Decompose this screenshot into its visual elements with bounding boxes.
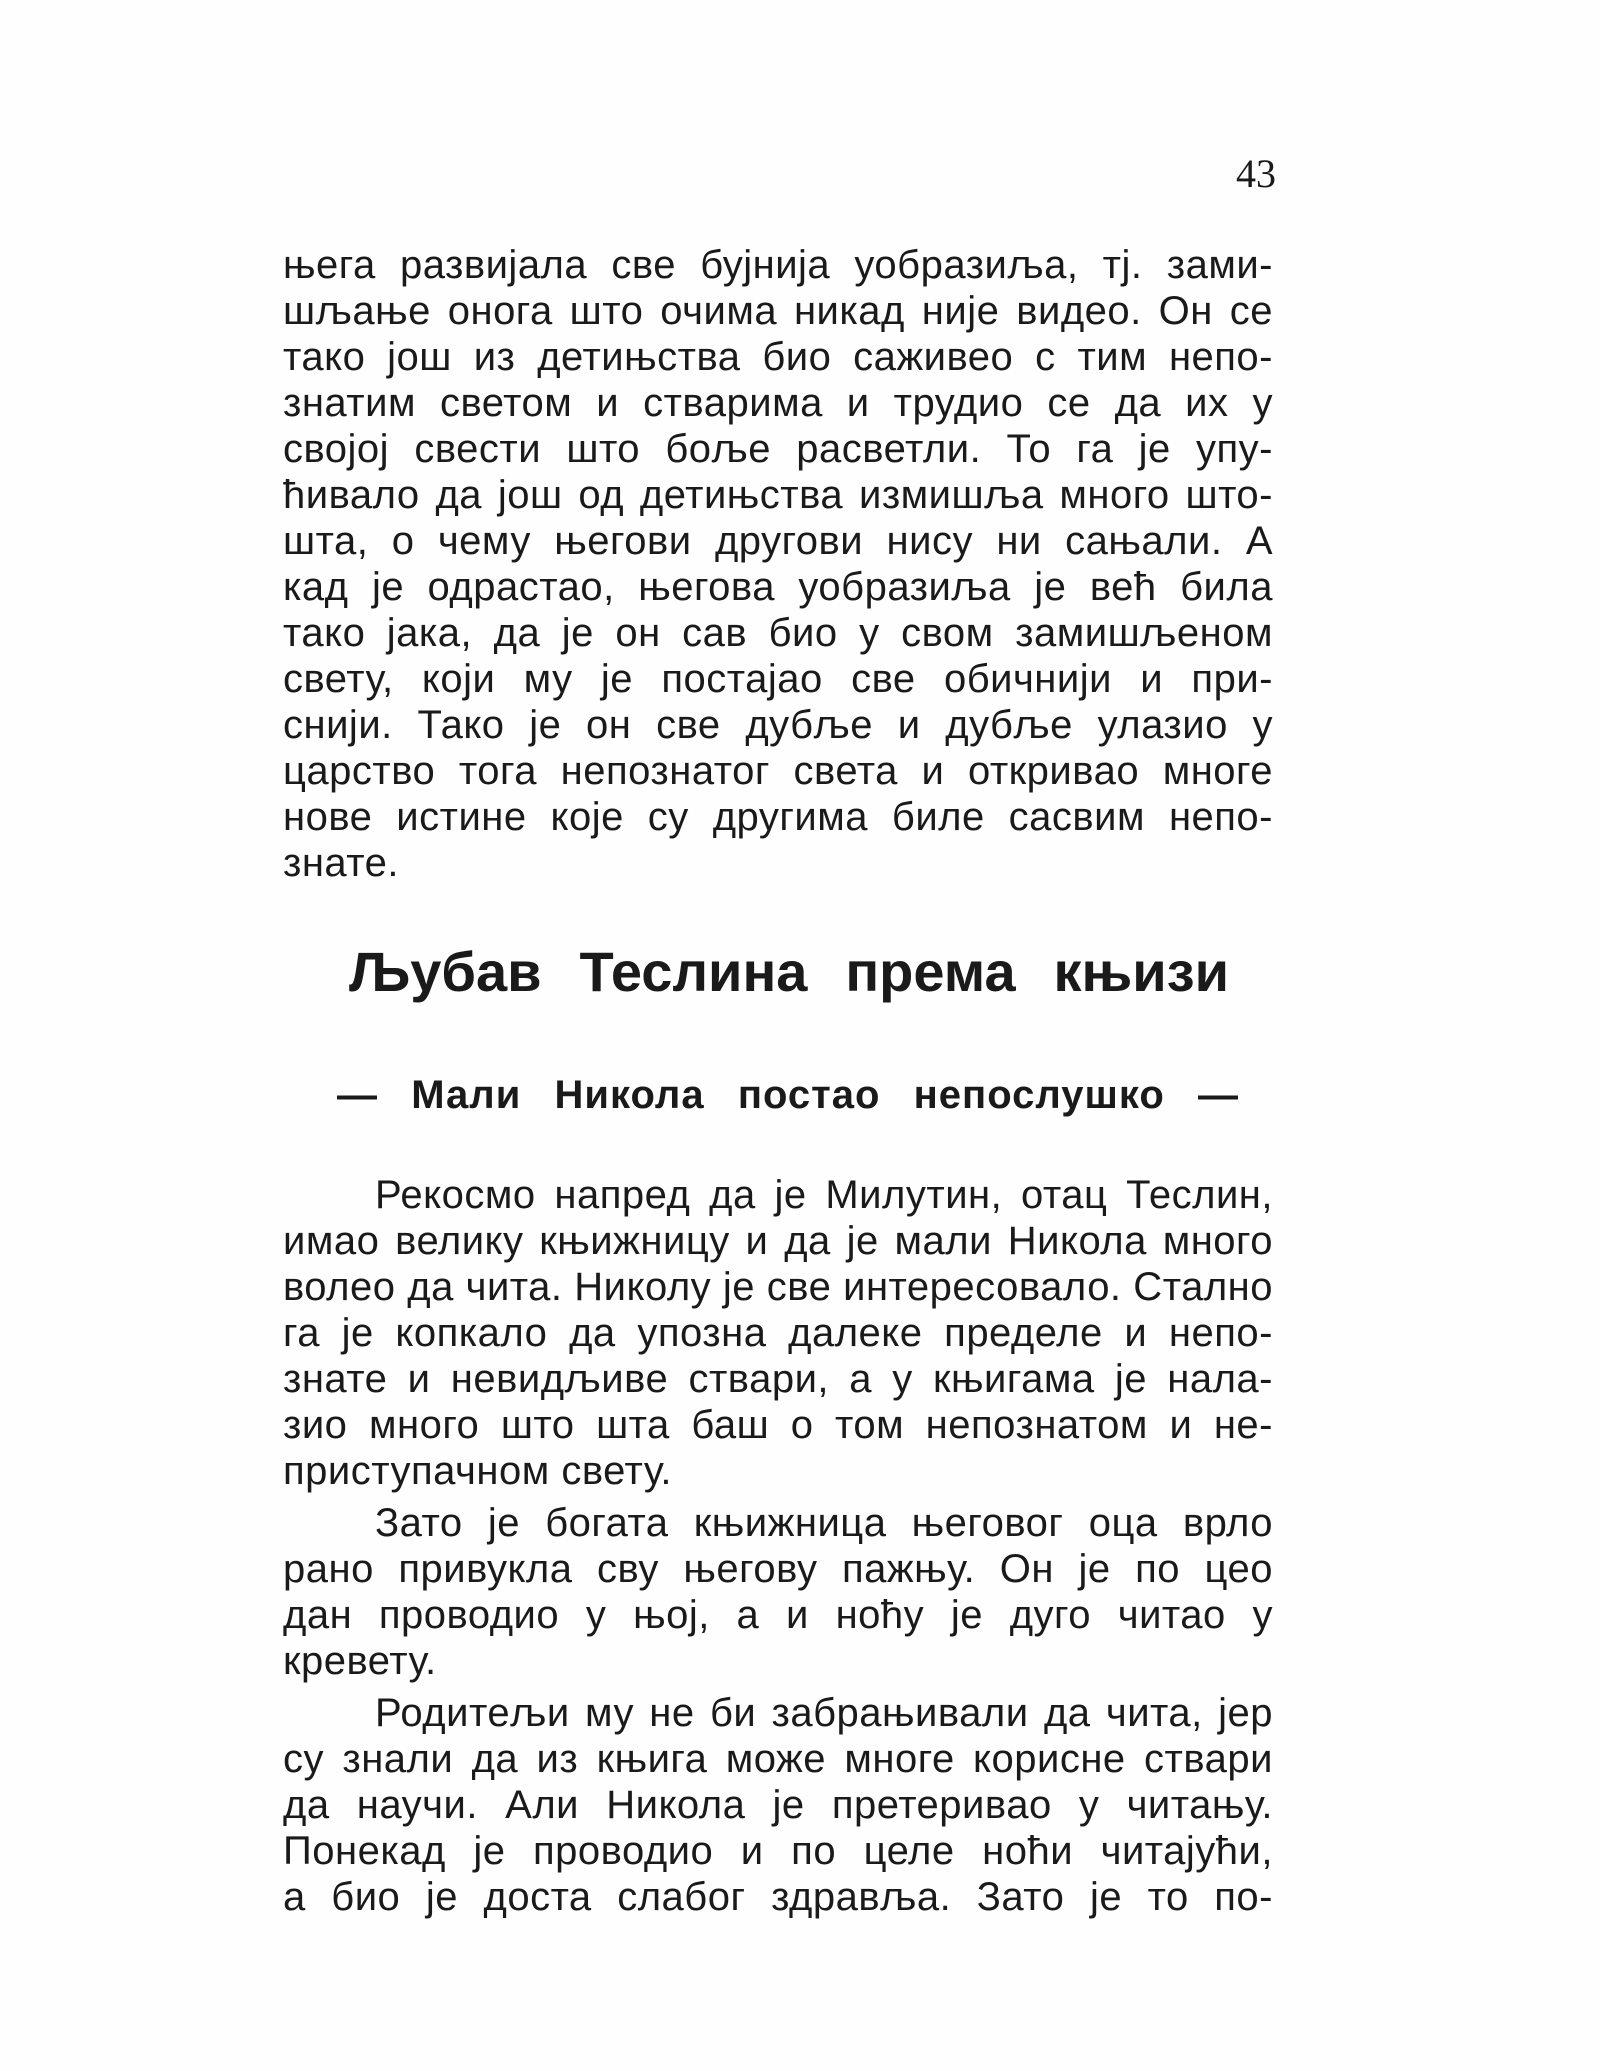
text-line: снији. Тако је он све дубље и дубље улазио у (283, 703, 1273, 747)
section-title: Љубав Теслина према књизи (349, 940, 1229, 1003)
text-line: су знали да из књига може многе корисне ствари (283, 1737, 1273, 1781)
text-line: својој свести што боље расветли. То га је упу- (283, 427, 1273, 471)
text-line: нове истине које су другима биле сасвим непо- (283, 795, 1273, 839)
text-line: Родитељи му не би забрањивали да чита, јер (375, 1691, 1273, 1735)
text-line: знатим светом и стварима и трудио се да их у (283, 381, 1273, 425)
text-line: њега развијала све бујнија уобразиља, тј. зами- (283, 243, 1273, 287)
text-line: Зато је богата књижница његовог оца врло (375, 1501, 1273, 1545)
text-line: зио много што шта баш о том непознатом и не- (283, 1403, 1273, 1447)
text-line: кревету. (283, 1639, 437, 1683)
text-line: га је копкало да упозна далеке пределе и непо- (283, 1311, 1273, 1355)
text-line: да научи. Али Никола је претеривао у читању. (283, 1783, 1273, 1827)
text-line: Понекад је проводио и по целе ноћи читајући, (283, 1829, 1273, 1873)
text-line: тако јака, да је он сав био у свом замишљеном (283, 611, 1273, 655)
text-line: а био је доста слабог здравља. Зато је то по- (283, 1875, 1273, 1919)
text-line: дан проводио у њој, а и ноћу је дуго читао у (283, 1593, 1273, 1637)
text-line: тако још из детињства био саживео с тим непо- (283, 335, 1273, 379)
text-line: приступачном свету. (283, 1449, 672, 1493)
text-line: знате и невидљиве ствари, а у књигама је нала- (283, 1357, 1273, 1401)
text-line: шљање онога што очима никад није видео. Он се (283, 289, 1273, 333)
text-line: волео да чита. Николу је све интересовало. Стално (283, 1265, 1273, 1309)
text-line: царство тога непознатог света и откривао многе (283, 749, 1273, 793)
text-line: имао велику књижницу и да је мали Никола много (283, 1219, 1273, 1263)
text-line: знате. (283, 841, 400, 885)
text-line: кад је одрастао, његова уобразиља је већ била (283, 565, 1273, 609)
text-line: рано привукла сву његову пажњу. Он је по цео (283, 1547, 1273, 1591)
section-subtitle: — Мали Никола постао непослушко — (337, 1073, 1239, 1117)
page-number: 43 (1236, 151, 1276, 196)
text-line: Рекосмо напред да је Милутин, отац Теслин, (375, 1173, 1273, 1217)
text-line: шта, о чему његови другови нису ни сањали. А (283, 519, 1273, 563)
text-line: свету, који му је постајао све обичнији и при- (283, 657, 1273, 701)
text-line: ћивало да још од детињства измишља много што- (283, 473, 1273, 517)
